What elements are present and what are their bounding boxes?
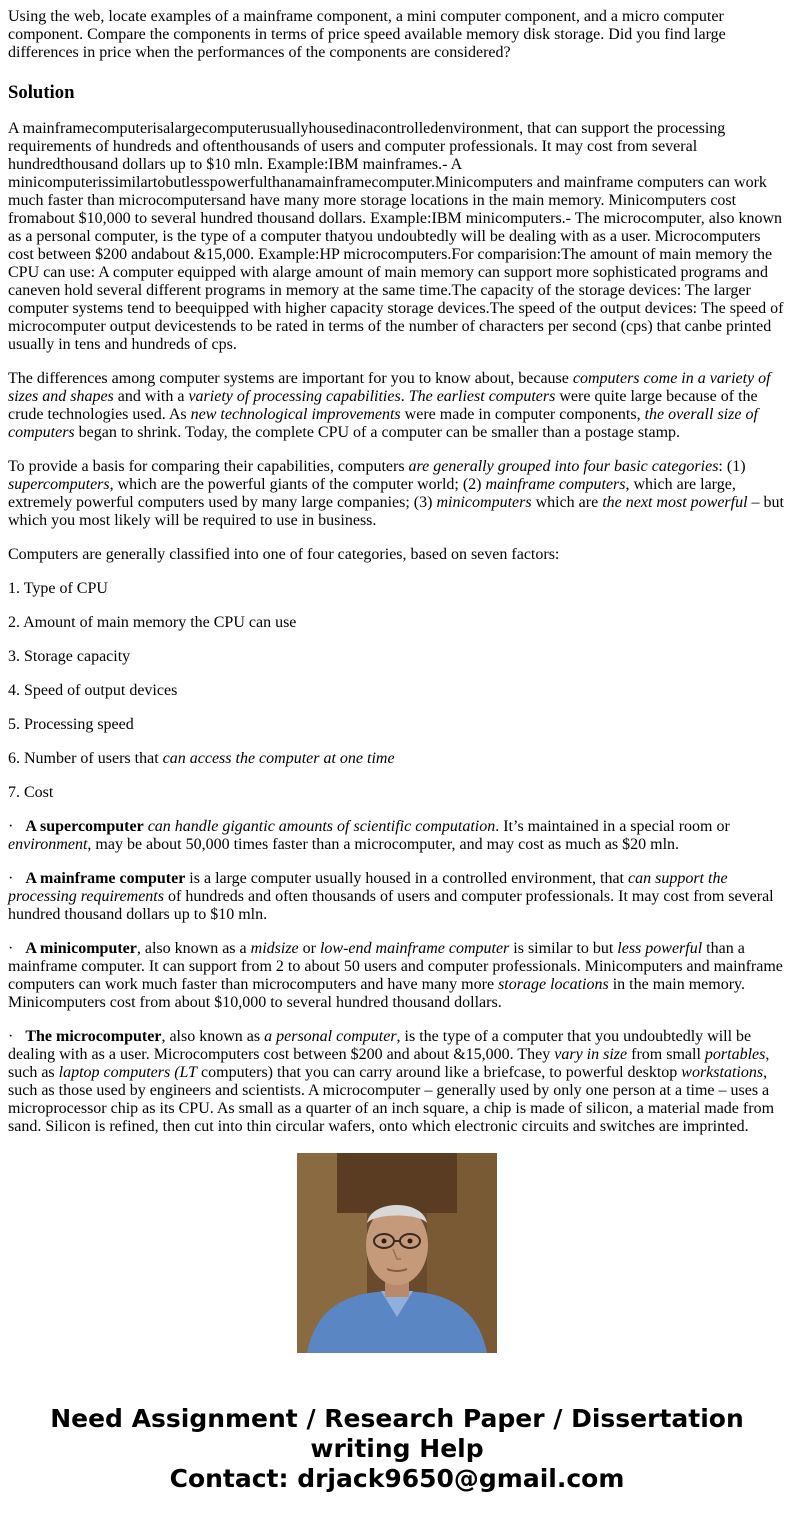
factor-item: 5. Processing speed [8, 716, 134, 733]
categories-paragraph: To provide a basis for comparing their capabilities, computers are generally grouped into four basic categories: (1) supercomputers, which are the powerful giants of the computer world; (2) mainframe computers, which are large, extremely powerful computers used by many large companies; (3) minicomputers which are the next most powerful – but which you most likely will be required to use in business. [8, 458, 784, 529]
solution-heading: Solution [8, 82, 75, 103]
supercomputer-bullet: · A supercomputer can handle gigantic amounts of scientific computation. It’s maintained in a special room or environment, may be about 50,000 times faster than a microcomputer, and may cost as much as $20 mln. [8, 818, 730, 853]
differences-paragraph: The differences among computer systems are important for you to know about, because computers come in a variety of sizes and shapes and with a variety of processing capabilities. The earliest computers were quite large because of the crude technologies used. As new technological improvements were made in computer components, the overall size of computers began to shrink. Today, the complete CPU of a computer can be smaller than a postage stamp. [8, 370, 771, 441]
bullet-icon: · [8, 940, 14, 957]
contact-banner [0, 1404, 794, 1494]
factor-item: 6. Number of users that can access the computer at one time [8, 750, 395, 767]
person-portrait-icon [297, 1153, 497, 1353]
factor-item: 2. Amount of main memory the CPU can use [8, 614, 297, 631]
avatar [297, 1153, 497, 1353]
question-text: Using the web, locate examples of a mainframe component, a mini computer component, and a micro computer component. Compare the components in terms of price speed available memory disk storage. Did you find large differences in price when the performances of the components are considered? [8, 8, 726, 61]
factor-item: 3. Storage capacity [8, 648, 131, 665]
factor-item: 4. Speed of output devices [8, 682, 178, 699]
minicomputer-bullet: · A minicomputer, also known as a midsize or low-end mainframe computer is similar to but less powerful than a mainframe computer. It can support from 2 to about 50 users and computer professionals. Minicomputers and mainframe computers can work much faster than microcomputers and have many more storage locations in the main memory. Minicomputers cost from about $10,000 to several hundred thousand dollars. [8, 940, 783, 1011]
document-content [8, 8, 786, 1135]
bullet-icon: · [8, 870, 14, 887]
mainframe-bullet: · A mainframe computer is a large computer usually housed in a controlled environment, that can support the processing requirements of hundreds and often thousands of users and computer professionals. It may cost from several hundred thousand dollars up to $10 mln. [8, 870, 774, 923]
bullet-icon: · [8, 818, 14, 835]
factors-intro: Computers are generally classified into one of four categories, based on seven factors: [8, 546, 560, 563]
banner-line: writing Help [310, 1434, 484, 1463]
factor-item: 7. Cost [8, 784, 54, 801]
banner-contact-line: Contact: drjack9650@gmail.com [169, 1464, 625, 1493]
banner-line: Need Assignment / Research Paper / Dissertation [50, 1404, 744, 1433]
bullet-icon: · [8, 1028, 14, 1045]
microcomputer-bullet: · The microcomputer, also known as a personal computer, is the type of a computer that you undoubtedly will be dealing with as a user. Microcomputers cost between $200 and about &15,000. They vary in size from small portables, such as laptop computers (LT computers) that you can carry around like a briefcase, to powerful desktop workstations, such as those used by engineers and scientists. A microcomputer – generally used by only one person at a time – uses a microprocessor chip as its CPU. As small as a quarter of an inch square, a chip is made of silicon, a material made from sand. Silicon is refined, then cut into thin circular wafers, onto which electronic circuits and switches are imprinted. [8, 1028, 775, 1135]
intro-paragraph: A mainframecomputerisalargecomputerusuallyhousedinacontrolledenvironment, that can support the processing requirements of hundreds and oftenthousands of users and computer professionals. It may cost from several hundredthousand dollars up to $10 mln. Example:IBM mainframes.- A minicomputerissimilartobutlesspowerfulthanamainframecomputer.Minicomputers and mainframe computers can work much faster than microcomputersand have many more storage locations in the main memory. Minicomputers cost fromabout $10,000 to several hundred thousand dollars. Example:IBM minicomputers.- The microcomputer, also known as a personal computer, is the type of a computer thatyou undoubtedly will be dealing with as a user. Microcomputers cost between $200 andabout &15,000. Example:HP microcomputers.For comparision:The amount of main memory the CPU can use: A computer equipped with alarge amount of main memory can support more sophisticated programs and caneven hold several different programs in memory at the same time.The capacity of the storage devices: The larger computer systems tend to beequipped with higher capacity storage devices.The speed of the output devices: The speed of microcomputer output devicestends to be rated in terms of the number of characters per second (cps) that canbe printed usually in tens and hundreds of cps. [8, 120, 784, 353]
factor-item: 1. Type of CPU [8, 580, 108, 597]
